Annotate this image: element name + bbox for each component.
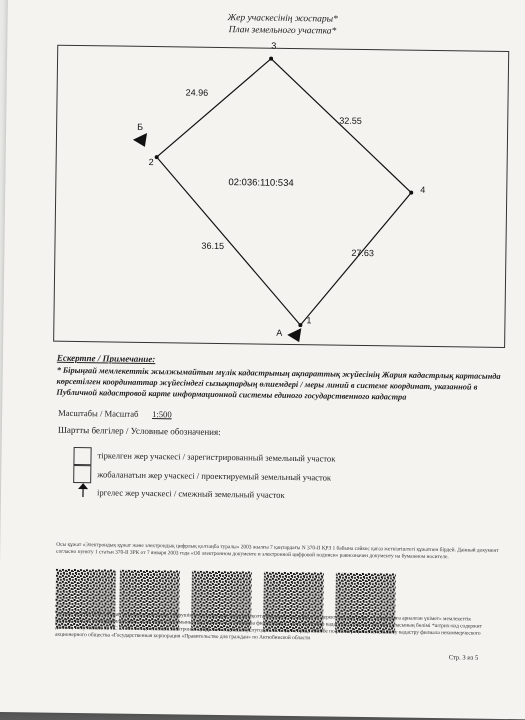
projected-parcel-symbol xyxy=(73,465,91,483)
side-2-3-length: 24.96 xyxy=(186,87,209,97)
vertex-1-label: 1 xyxy=(306,315,311,325)
adjacent-parcel-arrow-icon xyxy=(77,483,89,497)
scale-label: Масштабы / Масштаб xyxy=(58,408,138,419)
vertex-2-label: 2 xyxy=(149,157,154,167)
legend-item-registered: тіркелген жер учаскесі / зарегистрированный земельный участок xyxy=(97,450,335,463)
neighbor-b-arrow-icon xyxy=(133,133,147,147)
parcel-cadastral-number: 02:036:110:534 xyxy=(228,177,293,189)
registered-parcel-symbol xyxy=(73,447,91,465)
side-4-1-length: 27.63 xyxy=(351,248,374,258)
title-ru: План земельного участка* xyxy=(7,22,525,40)
scale-value: 1:500 xyxy=(152,409,172,419)
barcode-notice: *штрих-код ЖМБМ АЖ-дан алынған және қызмет берушінің электрондық-цифрлық қолтаңбасымен қол қойылған деректерді қамтиды: «Азаматтарға арналған үкімет» мемлекеттік корпорациясы» коммерциялық емес акционерлік қоғамының Ақтөбе облысы бойынша филиалының тіркеу және жер кадастры бойынша Ақтөбе қаласының бөлімі *штрих-код содержит данные, полученные из ИС ЕГКН и подписанные электронно-цифровой подписью услугодателя: Отдел города Актобе по регистрации и земельному кадастру филиала некоммерческого акционерного общества «Государственная корпорация «Правительство для граждан» по Актюбинской области xyxy=(55,611,500,645)
side-3-4-length: 32.55 xyxy=(339,116,362,126)
neighbor-b-label: Б xyxy=(137,122,143,132)
legend-item-projected: жобаланатын жер учаскесі / проектируемый земельный участок xyxy=(97,469,331,482)
vertex-4-label: 4 xyxy=(420,185,425,195)
side-1-2-length: 36.15 xyxy=(201,241,224,251)
vertex-3-label: 3 xyxy=(271,41,276,51)
legend-heading: Шартты белгілер / Условные обозначения: xyxy=(58,425,221,437)
note-heading: Ескертпе / Примечание: xyxy=(57,353,156,364)
title-kz: Жер учаскесінің жоспары* xyxy=(8,10,525,28)
note-text: * Бірыңғай мемлекеттік жылжымайтын мүлік кадастрының ақпараттық жүйесінің Жария кадастрлық картасында көрсетілген координаттар жүйесіндегі сызықтардың өлшемдері / меры линий в системе координат, указанной в Публичной кадастровой карте информационной системы единого государственного кадастра xyxy=(56,365,501,404)
legal-notice: Осы құжат «Электрондық құжат және электрондық цифрлық қолтаңба туралы» 2003 жылғы 7 қаңтардағы N 370-II ҚРЗ 1 бабына сәйкес қағаз жеткізгіштегі құжатпен бірдей. Данный документ согласно пункту 1 статьи 370-II ЗРК от 7 января 2003 года «Об электронном документе и электронной цифровой подписи» равнозначен документу на бумажном носителе. xyxy=(56,542,501,562)
legend-item-adjacent: іргелес жер учаскесі / смежный земельный участок xyxy=(97,487,285,500)
neighbor-a-label: А xyxy=(276,328,282,338)
plan-frame xyxy=(53,45,509,348)
parcel-plan xyxy=(54,46,508,347)
neighbor-a-arrow-icon xyxy=(287,328,301,342)
page-number: Стр. 3 из 5 xyxy=(449,654,479,661)
